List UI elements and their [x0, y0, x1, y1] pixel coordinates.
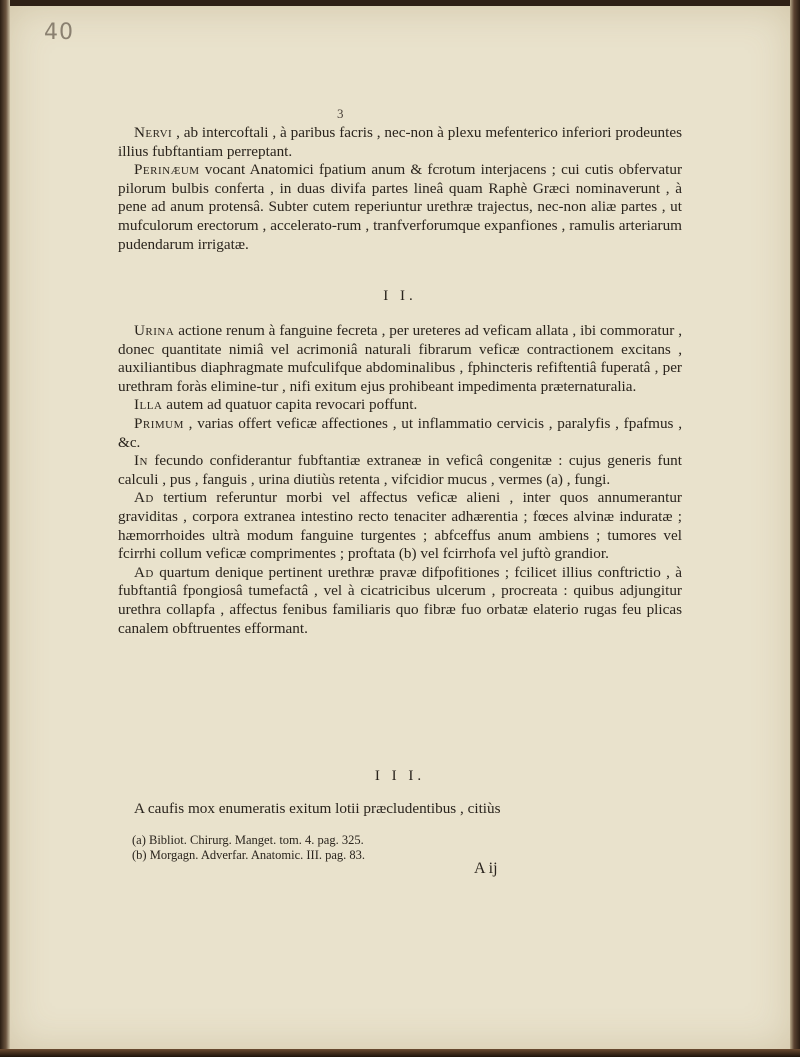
paragraph-quartum [118, 564, 682, 638]
catchword: A ij [474, 860, 498, 877]
footnote-a: (a) Bibliot. Chirurg. Manget. tom. 4. pag. 325. [132, 833, 364, 847]
paragraph-nervi [118, 124, 682, 161]
paragraph-body: actione renum à fanguine fecreta , per ureteres ad veficam allata , ibi commoratur , donec quantitate nimiâ vel acrimoniâ naturali fibrarum veficæ contractionem excitans , auxiliantibus diaphragmate mufculifque abdominalibus , fphincteris refiftentiâ fuperatâ , per urethram foràs elimine-tur , nifi exitum ejus prohibeant impedimenta præternaturalia. [118, 322, 682, 395]
paragraph-lead: Urina [133, 322, 175, 339]
section-heading-2: I I. [383, 288, 417, 304]
paragraph-body: vocant Anatomici fpatium anum & fcrotum interjacens ; cui cutis obfervatur pilorum bulbis conferta , in duas divifa partes lineâ quam Raphè Græci nominaverunt , à pene ad anum protensâ. Subter cutem reperiuntur urethræ trajectus, nec-non aliæ partes , ut mufculorum erectorum , accelerato-rum , tranfverforumque expanfiones , ramulis arteriarum pudendarum irrigatæ. [118, 161, 682, 253]
paragraph-lead: Ad [133, 489, 154, 507]
paragraph-tertium [118, 489, 682, 563]
signature-mark: 3 [337, 106, 344, 121]
paragraph-secundo [118, 452, 682, 489]
section-heading-3: I I I. [374, 768, 426, 784]
paragraph-primum [118, 415, 682, 452]
paragraph-illa [118, 396, 682, 415]
paragraph-lead: Perinæum [133, 161, 200, 179]
paragraph-lead: Nervi [133, 124, 173, 141]
binding-left-edge [0, 0, 10, 1057]
paragraph-lead: Ad [133, 563, 154, 581]
footnote-b: (b) Morgagn. Adverfar. Anatomic. III. pag. 83. [132, 848, 366, 862]
paragraph-perinaeum [118, 161, 682, 254]
paragraph-body: , varias offert veficæ affectiones , ut inflammatio cervicis , paralyfis , fpafmus , &c. [118, 414, 682, 451]
paragraph-lead: In [133, 452, 148, 470]
paragraph-lead: Primum [133, 414, 184, 432]
section-3-text [118, 800, 682, 819]
page-bottom-edge [0, 1049, 800, 1057]
paragraph-body: fecundo confiderantur fubftantiæ extraneæ in veficâ congenitæ : cujus generis funt calculi , pus , fanguis , urina diutiùs retenta , vifcidior mucus , vermes (a) , fungi. [118, 452, 682, 488]
paragraph-urina [118, 322, 682, 396]
section-1-text [118, 124, 682, 254]
section-2-text [118, 322, 682, 638]
paragraph-body: tertium referuntur morbi vel affectus veficæ alieni , inter quos annumerantur graviditas , corpora extranea intestino recto tenaciter adhærentia ; fœces alvinæ induratæ ; hæmorrhoides ultrà modum fanguine turgentes ; abfceffus anum ambiens ; tumores vel fcirrhi collum veficæ comprimentes ; proftata (b) vel fcirrhofa vel juftò grandior. [118, 489, 682, 563]
paragraph-body: , ab intercoftali , à paribus facris , nec-non à plexu mefenterico inferiori prodeuntes illius fubftantiam perreptant. [118, 124, 682, 160]
paragraph-body: quartum denique pertinent urethræ pravæ difpofitiones ; fcilicet illius conftrictio , à fubftantiâ fpongiosâ tumefactâ , vel à cicatricibus ulcerum , procreata : quibus adjungitur urethra collapfa , affectus fenibus familiaris quo fibræ fuo orbatæ elaterio rugas feu plicas canalem obftruentes efformant. [118, 563, 682, 637]
paragraph-body: autem ad quatuor capita revocari poffunt. [162, 396, 418, 414]
handwritten-page-number: 40 [44, 20, 74, 45]
paragraph-lead: Illa [133, 396, 163, 414]
page-right-edge [790, 0, 800, 1057]
paragraph-causis: A caufis mox enumeratis exitum lotii præcludentibus , citiùs [133, 800, 501, 817]
